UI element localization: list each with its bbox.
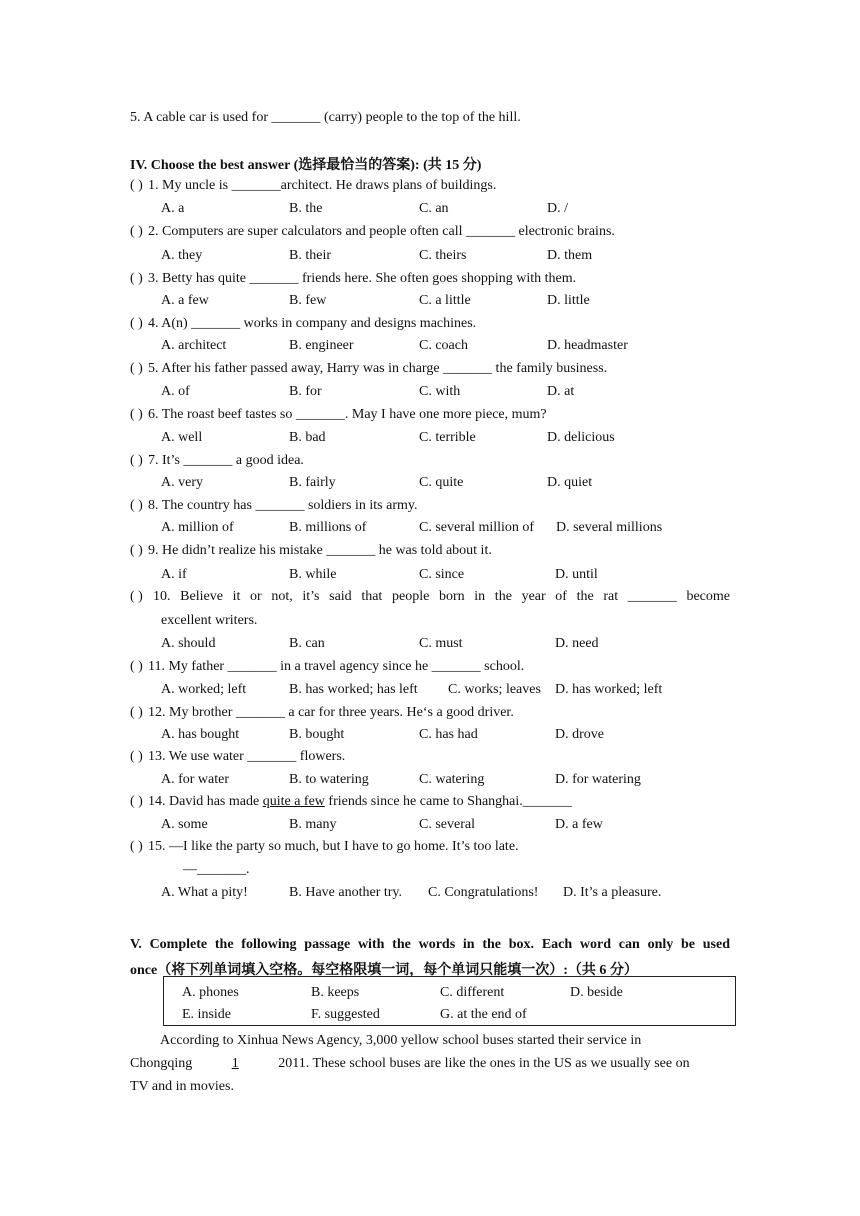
q13-option-a: A. for water	[161, 772, 230, 787]
previous-question-5: 5. A cable car is used for _______ (carry) people to the top of the hill.	[130, 110, 521, 125]
word-box-item: A. phones	[182, 985, 239, 1000]
q3-option-a: A. a few	[161, 293, 209, 308]
word-box-item: C. different	[440, 985, 505, 1000]
question-3-text: 3. Betty has quite _______ friends here. She often goes shopping with them.	[148, 271, 577, 286]
section-5-title-line2: once（将下列单词填入空格。每空格限填一词，每个单词只能填一次）:（共 6 分）	[130, 963, 638, 978]
answer-paren[interactable]: ( )	[130, 361, 143, 376]
answer-paren[interactable]: ( )	[130, 749, 143, 764]
q15-option-c: C. Congratulations!	[428, 885, 539, 900]
q7-option-a: A. very	[161, 475, 203, 490]
q4-option-c: C. coach	[419, 338, 468, 353]
question-10-text-cont: excellent writers.	[161, 613, 258, 628]
passage-line-3: TV and in movies.	[130, 1079, 234, 1094]
question-14-text	[148, 794, 572, 810]
question-9-text: 9. He didn’t realize his mistake _______ he was told about it.	[148, 543, 492, 558]
answer-paren[interactable]: ( )	[130, 498, 143, 513]
section-4-title: IV. Choose the best answer (选择最恰当的答案): (共 15 分)	[130, 158, 482, 173]
q1-option-d: D. /	[547, 201, 568, 216]
question-13-text: 13. We use water _______ flowers.	[148, 749, 346, 764]
q11-option-c: C. works; leaves	[448, 682, 541, 697]
question-5-text: 5. After his father passed away, Harry was in charge _______ the family business.	[148, 361, 608, 376]
q10-option-d: D. need	[555, 636, 599, 651]
passage-line-1: According to Xinhua News Agency, 3,000 yellow school buses started their service in	[160, 1033, 642, 1048]
answer-paren[interactable]: ( )	[130, 407, 143, 422]
q1-option-a: A. a	[161, 201, 185, 216]
q11-option-b: B. has worked; has left	[289, 682, 418, 697]
q10-option-c: C. must	[419, 636, 463, 651]
answer-paren[interactable]: ( )	[130, 316, 143, 331]
q7-option-d: D. quiet	[547, 475, 593, 490]
answer-paren[interactable]: ( )	[130, 224, 143, 239]
q14-underlined-phrase: quite a few	[262, 794, 325, 809]
q14-text-after: friends since he came to Shanghai._______	[324, 794, 572, 809]
answer-paren[interactable]: ( )	[130, 271, 143, 286]
question-15-text: 15. —I like the party so much, but I have to go home. It’s too late.	[148, 839, 519, 854]
q14-option-a: A. some	[161, 817, 208, 832]
q5-option-c: C. with	[419, 384, 461, 399]
q9-option-c: C. since	[419, 567, 465, 582]
answer-paren[interactable]: ( )	[130, 659, 143, 674]
q3-option-d: D. little	[547, 293, 590, 308]
q8-option-b: B. millions of	[289, 520, 367, 535]
question-4-text: 4. A(n) _______ works in company and designs machines.	[148, 316, 477, 331]
q4-option-d: D. headmaster	[547, 338, 628, 353]
q3-option-b: B. few	[289, 293, 327, 308]
q3-option-c: C. a little	[419, 293, 471, 308]
q5-option-b: B. for	[289, 384, 322, 399]
passage-text: Chongqing	[130, 1056, 193, 1071]
question-11-text: 11. My father _______ in a travel agency since he _______ school.	[148, 659, 525, 674]
q14-option-b: B. many	[289, 817, 337, 832]
answer-paren[interactable]: ( )	[130, 794, 143, 809]
q11-option-a: A. worked; left	[161, 682, 247, 697]
answer-paren[interactable]: ( )	[130, 543, 143, 558]
q10-option-a: A. should	[161, 636, 216, 651]
q15-option-b: B. Have another try.	[289, 885, 402, 900]
q6-option-d: D. delicious	[547, 430, 615, 445]
q8-option-a: A. million of	[161, 520, 234, 535]
q15-option-d: D. It’s a pleasure.	[563, 885, 662, 900]
q11-option-d: D. has worked; left	[555, 682, 663, 697]
q2-option-a: A. they	[161, 248, 203, 263]
q14-option-c: C. several	[419, 817, 475, 832]
q10-option-b: B. can	[289, 636, 325, 651]
blank-1[interactable]: 1	[231, 1056, 239, 1071]
q4-option-a: A. architect	[161, 338, 227, 353]
answer-paren[interactable]: ( )	[130, 839, 143, 854]
q7-option-b: B. fairly	[289, 475, 336, 490]
q2-option-d: D. them	[547, 248, 593, 263]
q8-option-c: C. several million of	[419, 520, 535, 535]
answer-paren[interactable]: ( )	[130, 453, 143, 468]
q9-option-b: B. while	[289, 567, 337, 582]
word-box-item: G. at the end of	[440, 1007, 527, 1022]
q1-option-b: B. the	[289, 201, 323, 216]
question-12-text: 12. My brother _______ a car for three years. He‘s a good driver.	[148, 705, 514, 720]
q12-option-c: C. has had	[419, 727, 478, 742]
answer-paren[interactable]: ( )	[130, 178, 143, 193]
q1-option-c: C. an	[419, 201, 449, 216]
q7-option-c: C. quite	[419, 475, 464, 490]
q6-option-b: B. bad	[289, 430, 326, 445]
q12-option-a: A. has bought	[161, 727, 240, 742]
q12-option-d: D. drove	[555, 727, 604, 742]
question-8-text: 8. The country has _______ soldiers in its army.	[148, 498, 418, 513]
word-box-item: D. beside	[570, 985, 623, 1000]
question-6-text: 6. The roast beef tastes so _______. May I have one more piece, mum?	[148, 407, 547, 422]
q9-option-d: D. until	[555, 567, 598, 582]
question-7-text: 7. It’s _______ a good idea.	[148, 453, 304, 468]
q14-text-before: 14. David has made	[148, 794, 263, 809]
q13-option-c: C. watering	[419, 772, 485, 787]
word-box-item: F. suggested	[311, 1007, 380, 1022]
passage-line-2	[130, 1056, 690, 1072]
q8-option-d: D. several millions	[556, 520, 663, 535]
q2-option-c: C. theirs	[419, 248, 467, 263]
answer-paren[interactable]: ( )	[130, 705, 143, 720]
q12-option-b: B. bought	[289, 727, 345, 742]
section-5-title-line1: V. Complete the following passage with the words in the box. Each word can only be used	[130, 937, 730, 952]
q6-option-a: A. well	[161, 430, 203, 445]
q5-option-d: D. at	[547, 384, 575, 399]
q14-option-d: D. a few	[555, 817, 603, 832]
word-box-item: B. keeps	[311, 985, 360, 1000]
passage-text: 2011. These school buses are like the ones in the US as we usually see on	[278, 1056, 690, 1071]
q2-option-b: B. their	[289, 248, 331, 263]
q5-option-a: A. of	[161, 384, 190, 399]
q15-option-a: A. What a pity!	[161, 885, 248, 900]
question-1-text: 1. My uncle is _______architect. He draws plans of buildings.	[148, 178, 497, 193]
q4-option-b: B. engineer	[289, 338, 354, 353]
question-10-text: 10. Believe it or not, it’s said that people born in the year of the rat _______ become	[153, 589, 730, 604]
q13-option-b: B. to watering	[289, 772, 369, 787]
question-15-reply: —_______.	[183, 862, 250, 877]
q6-option-c: C. terrible	[419, 430, 476, 445]
answer-paren[interactable]: ( )	[130, 589, 143, 604]
q9-option-a: A. if	[161, 567, 187, 582]
word-box-item: E. inside	[182, 1007, 231, 1022]
q13-option-d: D. for watering	[555, 772, 641, 787]
question-2-text: 2. Computers are super calculators and people often call _______ electronic brains.	[148, 224, 615, 239]
